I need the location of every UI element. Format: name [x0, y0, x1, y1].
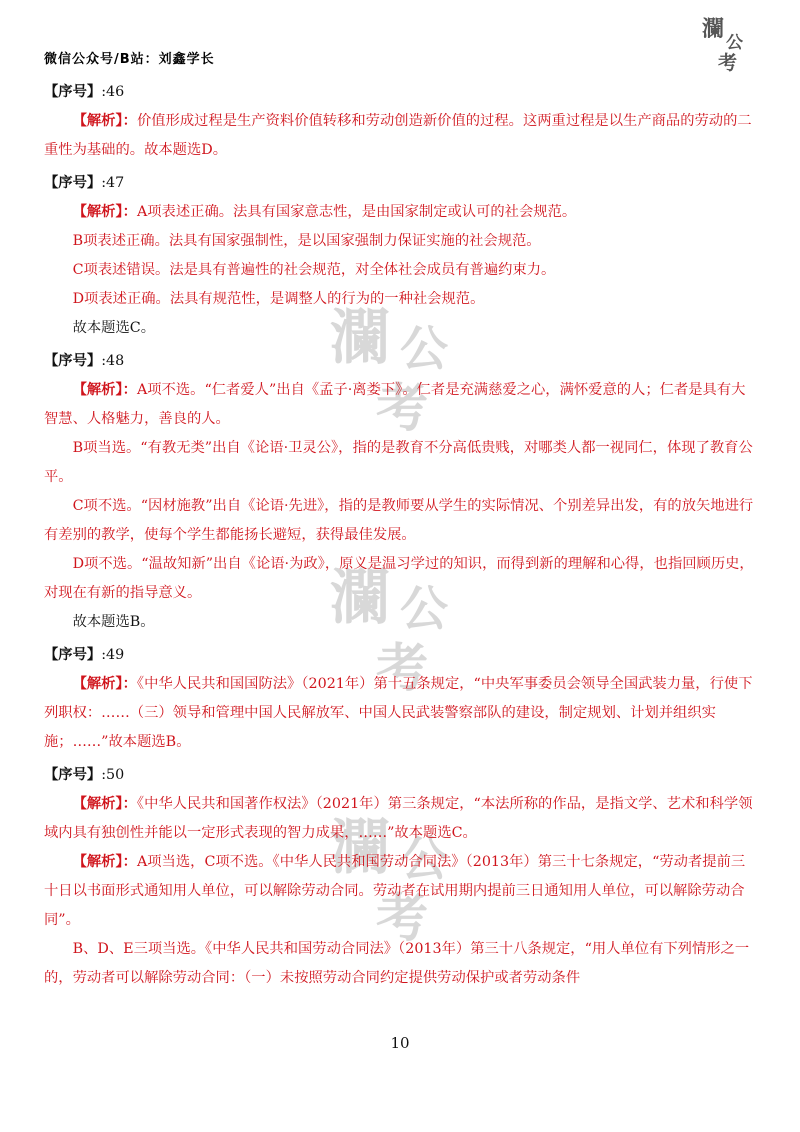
analysis-text: C项表述错误。法是具有普遍性的社会规范，对全体社会成员有普遍约束力。	[72, 262, 556, 278]
analysis-paragraph	[44, 256, 756, 285]
watermark-char: 瀾	[330, 813, 390, 883]
analysis-text: A项当选，C项不选。《中华人民共和国劳动合同法》（2013年）第三十七条规定，“劳动者提前三十日以书面形式通知用人单位，可以解除劳动合同。劳动者在试用期内提前三日通知用人单位，可以解除劳动合同”。	[44, 854, 746, 928]
logo-char: 公	[726, 33, 743, 53]
watermark-char: 考	[376, 378, 429, 439]
serial-number	[44, 78, 756, 107]
analysis-text: 《中华人民共和国国防法》（2021年）第十五条规定，“中央军事委员会领导全国武装力量，行使下列职权：……（三）领导和管理中国人民解放军、中国人民武装警察部队的建设，制定规划、计划并组织实施；……”故本题选B。	[44, 676, 753, 750]
watermark-char: 公	[400, 831, 449, 887]
watermark-char: 考	[376, 638, 429, 699]
page-number: 10	[390, 1034, 410, 1052]
serial-key: 【序号】	[44, 84, 102, 100]
analysis-text: C项不选。“因材施教”出自《论语·先进》，指的是教师要从学生的实际情况、个别差异出发，有的放矢地进行有差别的教学，使每个学生都能扬长避短，获得最佳发展。	[44, 498, 754, 543]
analysis-paragraph	[44, 285, 756, 314]
serial-value: :47	[101, 175, 125, 191]
serial-value: :48	[101, 353, 125, 369]
analysis-text: D项不选。“温故知新”出自《论语·为政》，原义是温习学过的知识，而得到新的理解和心得，也指回顾历史，对现在有新的指导意义。	[44, 556, 754, 601]
serial-number	[44, 169, 756, 198]
serial-key: 【序号】	[44, 175, 102, 191]
logo-char: 考	[718, 52, 738, 74]
serial-number	[44, 347, 756, 376]
analysis-paragraph	[44, 670, 756, 757]
analysis-text: 价值形成过程是生产资料价值转移和劳动创造新价值的过程。这两重过程是以生产商品的劳动的二重性为基础的。故本题选D。	[44, 113, 752, 158]
analysis-text: A项表述正确。法具有国家意志性，是由国家制定或认可的社会规范。	[136, 204, 577, 220]
analysis-text: B项表述正确。法具有国家强制性，是以国家强制力保证实施的社会规范。	[72, 233, 541, 249]
analysis-paragraph	[44, 848, 756, 935]
analysis-paragraph	[44, 790, 756, 848]
analysis-paragraph	[44, 935, 756, 993]
analysis-paragraph	[44, 227, 756, 256]
serial-key: 【序号】	[44, 353, 102, 369]
analysis-text: B、D、E三项当选。《中华人民共和国劳动合同法》（2013年）第三十八条规定，“用人单位有下列情形之一的，劳动者可以解除劳动合同：（一）未按照劳动合同约定提供劳动保护或者劳动条件	[44, 941, 750, 986]
analysis-paragraph	[44, 434, 756, 492]
logo-char: 瀾	[702, 16, 725, 42]
watermark-char: 公	[400, 581, 449, 637]
serial-key: 【序号】	[44, 767, 102, 783]
analysis-key: 【解析】：	[72, 204, 137, 220]
analysis-text: 故本题选C。	[72, 320, 156, 336]
serial-value: :50	[101, 767, 125, 783]
answer-content	[44, 74, 756, 993]
analysis-text: D项表述正确。法具有规范性，是调整人的行为的一种社会规范。	[72, 291, 485, 307]
analysis-paragraph	[44, 376, 756, 434]
watermark-char: 瀾	[330, 563, 390, 633]
serial-number	[44, 641, 756, 670]
analysis-paragraph	[44, 107, 756, 165]
analysis-key: 【解析】：	[72, 676, 137, 692]
analysis-key: 【解析】：	[72, 113, 137, 129]
analysis-key: 【解析】：	[72, 382, 137, 398]
analysis-paragraph	[44, 550, 756, 608]
analysis-text: 故本题选B。	[72, 614, 155, 630]
analysis-text: B项当选。“有教无类”出自《论语·卫灵公》，指的是教育不分高低贵贱，对哪类人都一视同仁，体现了教育公平。	[44, 440, 753, 485]
publisher-logo	[688, 10, 758, 74]
serial-key: 【序号】	[44, 647, 102, 663]
analysis-text: 《中华人民共和国著作权法》（2021年）第三条规定，“本法所称的作品，是指文学、艺术和科学领域内具有独创性并能以一定形式表现的智力成果，……”故本题选C。	[44, 796, 753, 841]
analysis-paragraph	[44, 198, 756, 227]
serial-number	[44, 761, 756, 790]
conclusion-line	[44, 314, 756, 343]
watermark-char: 公	[400, 321, 449, 377]
analysis-key: 【解析】：	[72, 854, 137, 870]
analysis-key: 【解析】：	[72, 796, 137, 812]
watermark-char: 考	[376, 888, 429, 949]
analysis-paragraph	[44, 492, 756, 550]
analysis-text: A项不选。“仁者爱人”出自《孟子·离娄下》。仁者是充满慈爱之心，满怀爱意的人；仁者是具有大智慧、人格魅力，善良的人。	[44, 382, 746, 427]
serial-value: :46	[101, 84, 125, 100]
conclusion-line	[44, 608, 756, 637]
watermark-char: 瀾	[330, 303, 390, 373]
serial-value: :49	[101, 647, 125, 663]
header-note: 微信公众号/B站：刘鑫学长	[44, 52, 215, 67]
